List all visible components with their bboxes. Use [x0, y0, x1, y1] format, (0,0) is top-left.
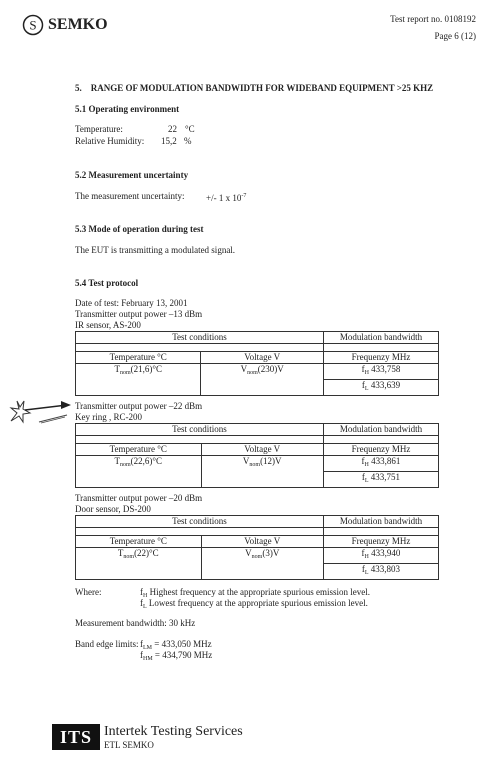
temp-cell: $T_{nom}(22)^\circ C$: [76, 548, 202, 580]
col-frequency: Frequenzy MHz: [323, 444, 438, 456]
table2: [75, 423, 439, 488]
volt-cell: $V_{nom}(3)V$: [201, 548, 323, 580]
mode-text: The EUT is transmitting a modulated signal.: [75, 245, 236, 255]
temp-unit: °C: [185, 124, 195, 134]
test-date: Date of test: February 13, 2001: [75, 298, 188, 308]
uncertainty-label: The measurement uncertainty:: [75, 191, 185, 201]
band-edge-label: Band edge limits:: [75, 639, 139, 649]
fl-cell: $f_L$ 433,639: [324, 380, 439, 396]
fh-definition: $f_H$ Highest frequency at the appropriate spurious emission level.: [140, 587, 371, 599]
table-row: [76, 536, 439, 548]
volt-cell: $V_{nom}(12)V$: [201, 456, 323, 488]
page-number: Page 6 (12): [434, 31, 476, 41]
brand-name: SEMKO: [48, 16, 108, 33]
footer-company: Intertek Testing Services: [104, 724, 243, 739]
semko-circle-icon: [22, 14, 44, 36]
col-conditions: Test conditions: [76, 516, 324, 528]
table3-power: Transmitter output power –20 dBm: [75, 493, 203, 503]
table1-device: IR sensor, AS-200: [75, 320, 141, 330]
col-conditions: Test conditions: [76, 332, 324, 344]
col-temperature: Temperature °C: [76, 352, 201, 364]
fhm-limit: $f_{HM} = 434,790$ MHz: [140, 650, 213, 662]
table-row: [76, 332, 439, 344]
where-label: Where:: [75, 587, 102, 597]
fl-cell: $f_L$ 433,751: [323, 472, 438, 488]
table2-device: Key ring , RC-200: [75, 412, 142, 422]
col-modulation: Modulation bandwidth: [323, 516, 438, 528]
table1: [75, 331, 439, 396]
volt-cell: $V_{nom}(230)V$: [201, 364, 324, 396]
table3: [75, 515, 439, 580]
table-row: [76, 352, 439, 364]
svg-text:S: S: [29, 17, 37, 33]
table2-power: Transmitter output power –22 dBm: [75, 401, 203, 411]
section-heading: 5. RANGE OF MODULATION BANDWIDTH FOR WIDEBAND EQUIPMENT >25 KHZ: [75, 83, 434, 93]
mode-heading: 5.3 Mode of operation during test: [75, 224, 204, 234]
fl-cell: $f_L$ 433,803: [323, 564, 438, 580]
report-number: Test report no. 0108192: [390, 14, 476, 24]
hum-unit: %: [184, 136, 192, 146]
its-logo: [52, 724, 100, 750]
footer-sub: ETL SEMKO: [104, 740, 154, 750]
table-row: [76, 516, 439, 528]
table-row: [76, 424, 439, 436]
col-voltage: Voltage V: [201, 536, 323, 548]
temp-label: Temperature:: [75, 124, 123, 134]
table3-device: Door sensor, DS-200: [75, 504, 151, 514]
table-row: [76, 436, 439, 444]
env-heading: 5.1 Operating environment: [75, 104, 180, 114]
protocol-heading: 5.4 Test protocol: [75, 278, 139, 288]
col-frequency: Frequenzy MHz: [324, 352, 439, 364]
col-temperature: Temperature °C: [76, 444, 202, 456]
col-modulation: Modulation bandwidth: [323, 424, 438, 436]
fh-cell: $f_H$ 433,940: [323, 548, 438, 564]
temp-cell: $T_{nom}(22,6)^\circ C$: [76, 456, 202, 488]
fh-cell: $f_H$ 433,861: [323, 456, 438, 472]
table1-power: Transmitter output power –13 dBm: [75, 309, 203, 319]
col-voltage: Voltage V: [201, 444, 323, 456]
fl-definition: $f_L$ Lowest frequency at the appropriate spurious emission level.: [140, 598, 368, 610]
col-modulation: Modulation bandwidth: [324, 332, 439, 344]
its-logo-text: ITS: [59, 727, 93, 747]
uncertainty-heading: 5.2 Measurement uncertainty: [75, 170, 189, 180]
hum-label: Relative Humidity:: [75, 136, 145, 146]
table-row: [76, 456, 439, 472]
handwritten-arrow-mark: [5, 395, 75, 425]
col-frequency: Frequenzy MHz: [323, 536, 438, 548]
measurement-bandwidth: Measurement bandwidth: 30 kHz: [75, 618, 196, 628]
col-voltage: Voltage V: [201, 352, 324, 364]
flm-limit: $f_{LM} = 433,050$ MHz: [140, 639, 212, 651]
col-conditions: Test conditions: [76, 424, 324, 436]
temp-value: 22: [168, 124, 177, 134]
hum-value: 15,2: [161, 136, 177, 146]
table-row: [76, 344, 439, 352]
fh-cell: $f_H$ 433,758: [324, 364, 439, 380]
table-row: [76, 364, 439, 380]
table-row: [76, 528, 439, 536]
temp-cell: $T_{nom}(21,6)^\circ C$: [76, 364, 201, 396]
uncertainty-value: +/- 1 x $10^{-7}$: [206, 193, 247, 203]
table-row: [76, 444, 439, 456]
col-temperature: Temperature °C: [76, 536, 202, 548]
table-row: [76, 548, 439, 564]
